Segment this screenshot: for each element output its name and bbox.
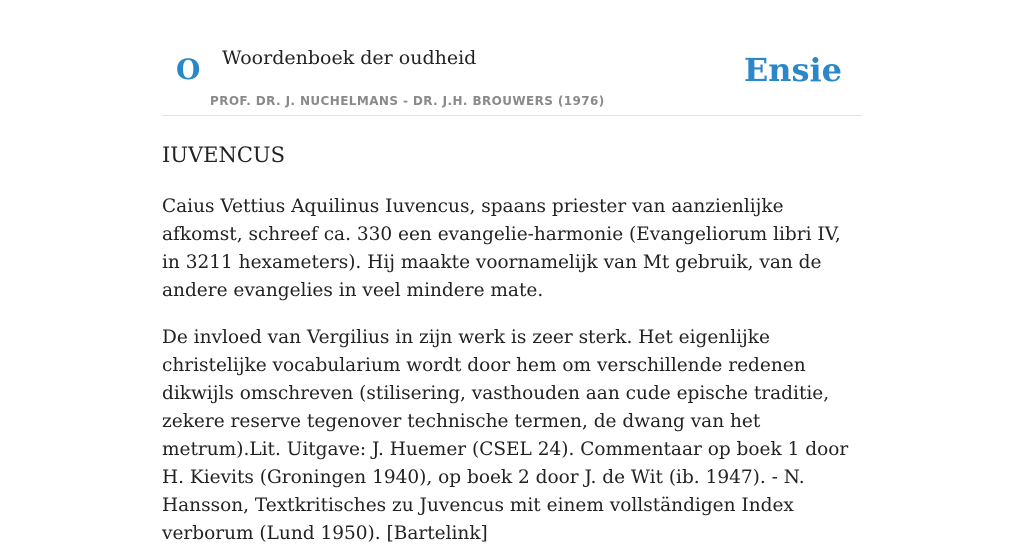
entry-paragraph-2: De invloed van Vergilius in zijn werk is zeer sterk. Het eigenlijke christelijke vocabularium wordt door hem om verschillende redenen dikwijls omschreven (stilisering, vasthouden aan cude epische traditie, zekere reserve tegenover technische termen, de dwang van het metrum).Lit. Uitgave: J. Huemer (CSEL 24). Commentaar op boek 1 door H. Kievits (Groningen 1940), op boek 2 door J. de Wit (ib. 1947). - N. Hansson, Textkritisches zu Juvencus mit einem vollständigen Index verborum (Lund 1950). [Bartelink]	[162, 327, 849, 544]
entry-content	[162, 138, 862, 548]
entry-title: IUVENCUS	[162, 143, 286, 167]
brand-logo[interactable]: Ensie	[743, 51, 842, 89]
book-authors: PROF. DR. J. NUCHELMANS - DR. J.H. BROUWERS (1976)	[210, 94, 605, 108]
letter-index[interactable]: O	[176, 53, 201, 86]
book-title-link[interactable]: Woordenboek der oudheid	[222, 47, 477, 69]
header	[162, 0, 862, 116]
entry-paragraph-1: Caius Vettius Aquilinus Iuvencus, spaans priester van aanzienlijke afkomst, schreef ca. 330 een evangelie-harmonie (Evangeliorum libri IV, in 3211 hexameters). Hij maakte voornamelijk van Mt gebruik, van de andere evangelies in veel mindere mate.	[162, 196, 841, 301]
